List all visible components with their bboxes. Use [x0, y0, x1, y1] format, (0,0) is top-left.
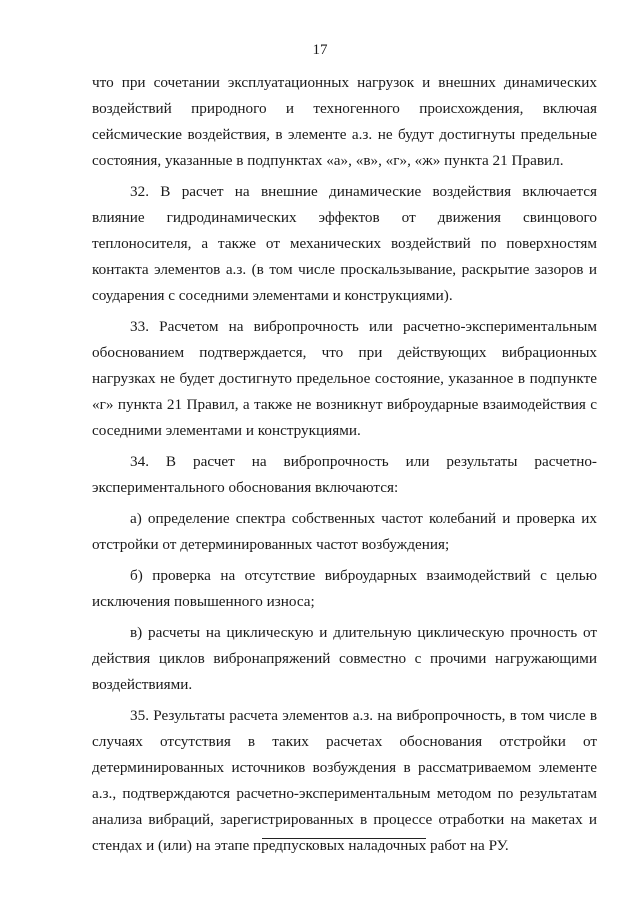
end-of-text-rule: [262, 838, 426, 839]
paragraph-subitem-v: в) расчеты на циклическую и длительную циклическую прочность от действия циклов вибронапряжений совместно с прочими нагружающими воздействиями.: [92, 624, 597, 693]
paragraph-subitem-a: а) определение спектра собственных частот колебаний и проверка их отстройки от детерминированных частот возбуждения;: [92, 510, 597, 553]
paragraph-item-35: 35. Результаты расчета элементов а.з. на вибропрочность, в том числе в случаях отсутствия в таких расчетах обоснования отстройки от детерминированных источников возбуждения в рассматриваемом элементе а.з., подтверждаются расчетно-экспериментальным методом по результатам анализа вибраций, зарегистрированных в процессе отработки на макетах и стендах и (или) на этапе предпусковых наладочных работ на РУ.: [92, 707, 597, 854]
paragraph-item-33: 33. Расчетом на вибропрочность или расчетно-экспериментальным обоснованием подтверждается, что при действующих вибрационных нагрузках не будет достигнуто предельное состояние, указанное в подпункте «г» пункта 21 Правил, а также не возникнут виброударные взаимодействия с соседними элементами и конструкциями.: [92, 318, 597, 439]
paragraph-item-34: 34. В расчет на вибропрочность или результаты расчетно-экспериментального обоснования включаются:: [92, 453, 597, 496]
page-number: 17: [312, 42, 328, 58]
document-body: [92, 70, 597, 864]
paragraph-continuation: что при сочетании эксплуатационных нагрузок и внешних динамических воздействий природного и техногенного происхождения, включая сейсмические воздействия, в элементе а.з. не будут достигнуты предельные состояния, указанные в подпунктах «а», «в», «г», «ж» пункта 21 Правил.: [92, 74, 597, 169]
paragraph-subitem-b: б) проверка на отсутствие виброударных взаимодействий с целью исключения повышенного износа;: [92, 567, 597, 610]
paragraph-item-32: 32. В расчет на внешние динамические воздействия включается влияние гидродинамических эффектов от движения свинцового теплоносителя, а также от механических воздействий по поверхностям контакта элементов а.з. (в том числе проскальзывание, раскрытие зазоров и соударения с соседними элементами и конструкциями).: [92, 183, 597, 304]
